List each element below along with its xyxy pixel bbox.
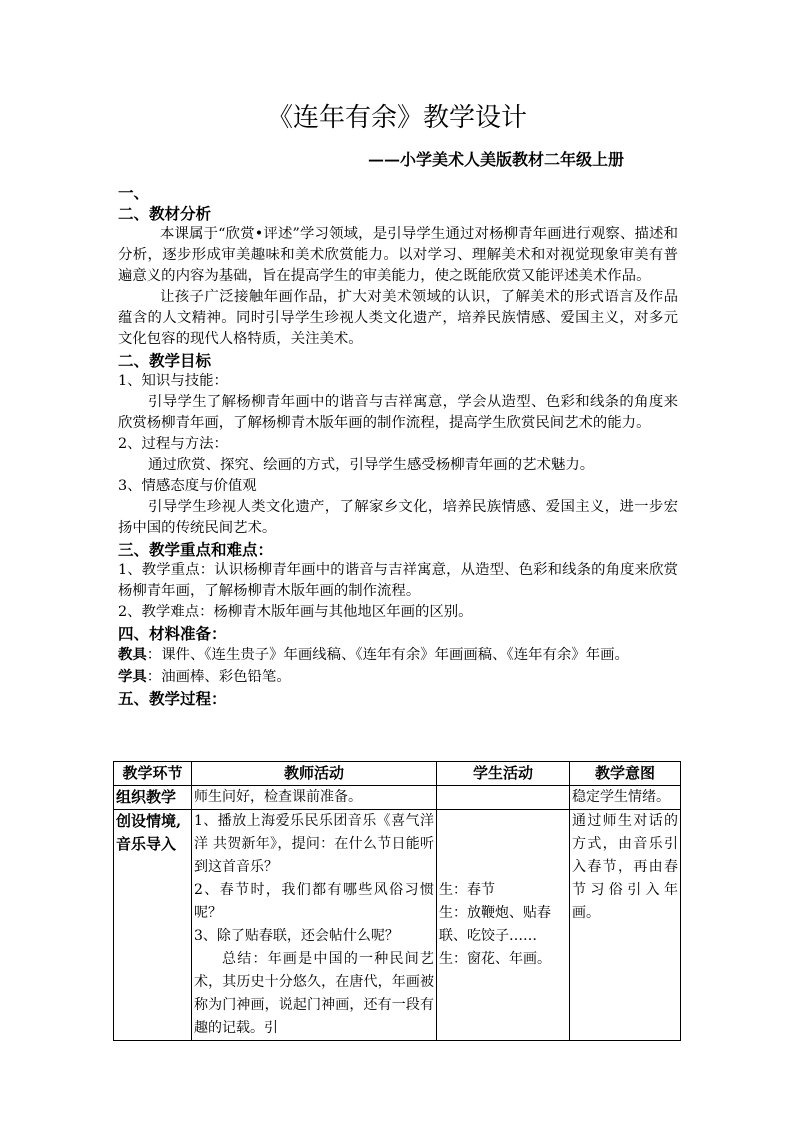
student-tools	[118, 666, 678, 688]
row2-student-3: 生：窗花、年画。	[439, 951, 551, 967]
teacher-tools	[118, 644, 678, 666]
section-process-heading: 五、教学过程：	[118, 689, 227, 708]
document-subtitle: ——小学美术人美版教材二年级上册	[368, 150, 625, 169]
row2-teacher-1: 1、播放上海爱乐民乐团音乐《喜气洋洋 共贺新年》，提问：在什么节日能听到这首音乐？	[194, 813, 434, 875]
row2-teacher-4: 总结：年画是中国的一种民间艺术，其历史十分悠久，在唐代，年画被称为门神画，说起门神画，还有一段有趣的记载。引	[194, 951, 434, 1036]
header-student-activity: 学生活动	[437, 762, 570, 786]
row2-teacher-3: 3、除了贴春联，还会帖什么呢？	[194, 928, 399, 944]
document-body	[118, 182, 678, 709]
goal-3-label: 3、情感态度与价值观	[118, 478, 257, 494]
table-header-row	[114, 762, 681, 786]
row2-teacher-2: 2、春节时，我们都有哪些风俗习惯呢？	[194, 882, 434, 921]
student-tools-label: 学具	[118, 668, 147, 685]
blank-heading: 一、	[118, 183, 150, 202]
row2-student-2: 生：放鞭炮、贴春联、吃饺子……	[439, 905, 551, 944]
section-goals-heading: 二、教学目标	[118, 351, 212, 370]
header-intent: 教学意图	[570, 762, 681, 786]
section-key-heading: 三、教学重点和难点：	[118, 540, 274, 559]
goal-2-label: 2、过程与方法：	[118, 436, 228, 452]
analysis-paragraph-1: 本课属于“欣赏•评述”学习领域，是引导学生通过对杨柳青年画进行观察、描述和分析，逐步形成审美趣味和美术欣赏能力。以对学习、理解美术和对视觉现象审美有普遍意义的内容为基础，旨在提高学生的审美能力，使之既能欣赏又能评述美术作品。	[118, 226, 678, 284]
row2-stage: 创设情境,音乐导入	[114, 810, 192, 1041]
row1-teacher: 师生问好，检查课前准备。	[192, 786, 437, 810]
difficulty-text: 2、教学难点：杨柳青木版年画与其他地区年画的区别。	[118, 604, 473, 620]
goal-2-text: 通过欣赏、探究、绘画的方式，引导学生感受杨柳青年画的艺术魅力。	[148, 457, 595, 473]
goal-1-text: 引导学生了解杨柳青年画中的谐音与吉祥寓意，学会从造型、色彩和线条的角度来欣赏杨柳青年画，了解杨柳青木版年画的制作流程，提高学生欣赏民间艺术的能力。	[118, 394, 678, 431]
table-row	[114, 786, 681, 810]
header-teacher-activity: 教师活动	[192, 762, 437, 786]
student-tools-text: ：油画棒、彩色铅笔。	[146, 669, 291, 685]
teacher-tools-label: 教具	[118, 646, 147, 663]
row1-student	[437, 786, 570, 810]
row2-student-1: 生：春节	[439, 882, 495, 898]
row2-teacher	[192, 810, 437, 1041]
row2-student	[437, 810, 570, 1041]
goal-1-label: 1、知识与技能：	[118, 373, 228, 389]
row1-stage: 组织教学	[114, 786, 192, 810]
row2-intent: 通过师生对话的方式，由音乐引入春节，再由春节习俗引入年画。	[570, 810, 681, 1041]
analysis-paragraph-2: 让孩子广泛接触年画作品，扩大对美术领域的认识，了解美术的形式语言及作品蕴含的人文精神。同时引导学生珍视人类文化遗产，培养民族情感、爱国主义，对多元文化包容的现代人格特质，关注美术。	[118, 289, 678, 347]
goal-3-text: 引导学生珍视人类文化遗产，了解家乡文化，培养民族情感、爱国主义，进一步宏扬中国的传统民间艺术。	[118, 499, 678, 536]
teaching-process-table	[113, 761, 681, 1041]
key-point-text: 1、教学重点：认识杨柳青年画中的谐音与吉祥寓意，从造型、色彩和线条的角度来欣赏杨柳青年画，了解杨柳青木版年画的制作流程。	[118, 562, 678, 599]
row1-intent: 稳定学生情绪。	[570, 786, 681, 810]
teacher-tools-text: ：课件、《连生贵子》年画线稿、《连年有余》年画画稿、《连年有余》年画。	[146, 647, 629, 663]
section-analysis-heading: 二、教材分析	[118, 204, 212, 223]
table-row	[114, 810, 681, 1041]
document-title: 《连年有余》教学设计	[266, 103, 527, 133]
section-materials-heading: 四、材料准备：	[118, 624, 227, 643]
header-stage: 教学环节	[114, 762, 192, 786]
